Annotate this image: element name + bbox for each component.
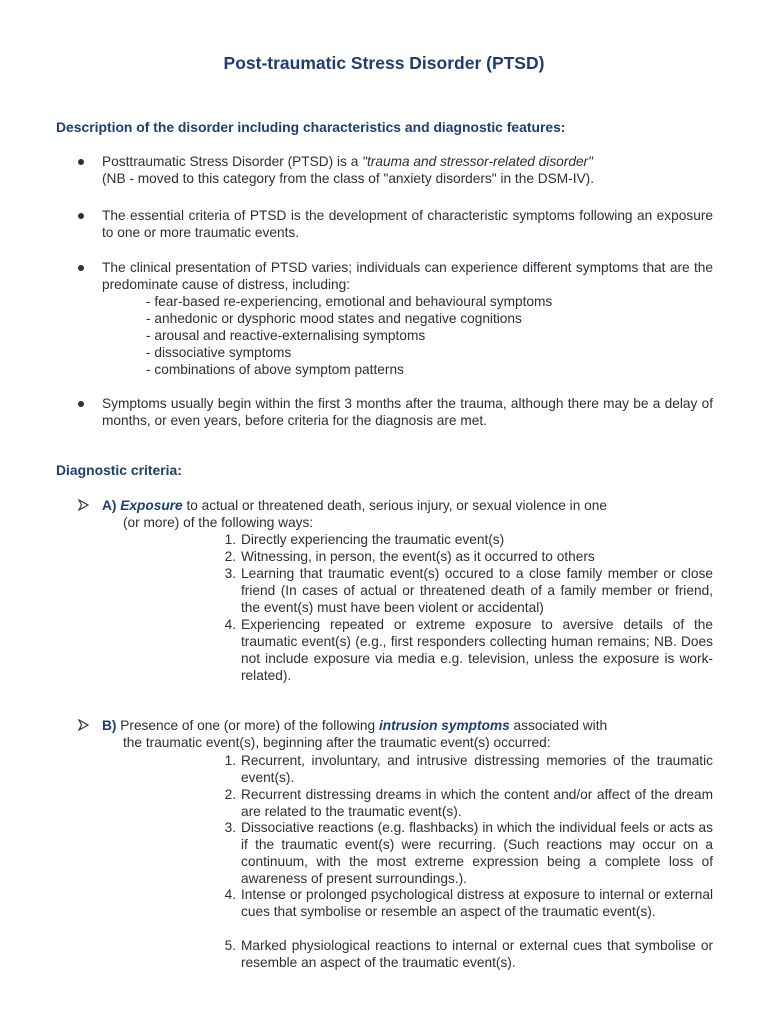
criterion-a-item: Learning that traumatic event(s) occured to a close family member or close friend (In cases of actual or threatened death of a family member or friend, the event(s) must have been violent or accidental) [241, 566, 713, 615]
criterion-a-label: A) [102, 498, 117, 513]
criterion-b-item: Marked physiological reactions to internal or external cues that symbolise or resemble an aspect of the traumatic event(s). [241, 938, 713, 970]
criterion-b-keyword: intrusion symptoms [378, 718, 510, 733]
criterion-a-item: Witnessing, in person, the event(s) as it occurred to others [241, 549, 595, 564]
bullet-icon [78, 265, 84, 271]
criterion-b-item: Dissociative reactions (e.g. flashbacks) in which the individual feels or acts as if the traumatic event(s) were recurring. (Such reactions may occur on a continuum, with the most extreme expression being a complete loss of awareness of present surroundings.). [241, 820, 713, 886]
bullet1-note: (NB - moved to this category from the class of "anxiety disorders" in the DSM-IV). [102, 171, 594, 186]
bullet-icon [78, 159, 84, 165]
criterion-a-item: Directly experiencing the traumatic event(s) [241, 532, 505, 547]
criterion-b-text-pre: Presence of one (or more) of the following [116, 718, 379, 733]
criterion-b-text-line2: the traumatic event(s), beginning after the traumatic event(s) occurred: [123, 735, 551, 750]
list-number: 3. [224, 820, 236, 835]
list-number: 2. [224, 787, 236, 802]
list-number: 1. [224, 532, 236, 547]
criterion-b-label: B) [102, 718, 117, 733]
criterion-a-item: Experiencing repeated or extreme exposure to aversive details of the traumatic event(s) (e.g., first responders collecting human remains; NB. Does not include exposure via media e.g. television, unless the exposure is work-related). [241, 617, 713, 683]
bullet-icon [78, 401, 84, 407]
criterion-b-item: Recurrent, involuntary, and intrusive distressing memories of the traumatic event(s). [241, 753, 713, 785]
section-heading-diagnostic: Diagnostic criteria: [56, 462, 182, 478]
bullet-text-4: Symptoms usually begin within the first 3 months after the trauma, although there may be a delay of months, or even years, before criteria for the diagnosis are met. [102, 396, 713, 428]
bullet-icon [78, 213, 84, 219]
arrow-bullet-icon [78, 719, 90, 731]
symptom-item: - dissociative symptoms [146, 345, 292, 360]
bullet-text-2: The essential criteria of PTSD is the development of characteristic symptoms following an exposure to one or more traumatic events. [102, 208, 713, 240]
section-heading-description: Description of the disorder including characteristics and diagnostic features: [56, 119, 566, 135]
criterion-b-item: Recurrent distressing dreams in which the content and/or affect of the dream are related to the traumatic event(s). [241, 787, 713, 819]
list-number: 1. [224, 753, 236, 768]
criterion-b-heading [102, 717, 702, 734]
criterion-a-heading [102, 497, 702, 514]
bullet1-italic: "trauma and stressor-related disorder" [362, 154, 593, 169]
symptom-item: - combinations of above symptom patterns [146, 362, 404, 377]
bullet1-text: Posttraumatic Stress Disorder (PTSD) is a [102, 154, 363, 169]
list-number: 5. [224, 938, 236, 953]
criterion-b-item: Intense or prolonged psychological distress at exposure to internal or external cues that symbolise or resemble an aspect of the traumatic event(s). [241, 887, 713, 919]
criterion-a-keyword: Exposure [120, 498, 183, 513]
bullet-text-3: The clinical presentation of PTSD varies; individuals can experience different symptoms that are the predominate cause of distress, including: [102, 260, 713, 292]
symptom-item: - arousal and reactive-externalising symptoms [146, 328, 426, 343]
list-number: 2. [224, 549, 236, 564]
symptom-item: - fear-based re-experiencing, emotional and behavioural symptoms [146, 294, 553, 309]
criterion-a-text-line2: (or more) of the following ways: [123, 515, 314, 530]
list-number: 4. [224, 887, 236, 902]
symptom-item: - anhedonic or dysphoric mood states and negative cognitions [146, 311, 522, 326]
criterion-b-text-post: associated with [509, 718, 608, 733]
list-number: 4. [224, 617, 236, 632]
page-title: Post-traumatic Stress Disorder (PTSD) [223, 53, 545, 73]
list-number: 3. [224, 566, 236, 581]
criterion-a-text: to actual or threatened death, serious injury, or sexual violence in one [182, 498, 607, 513]
arrow-bullet-icon [78, 499, 90, 511]
bullet-text-1 [102, 153, 713, 187]
